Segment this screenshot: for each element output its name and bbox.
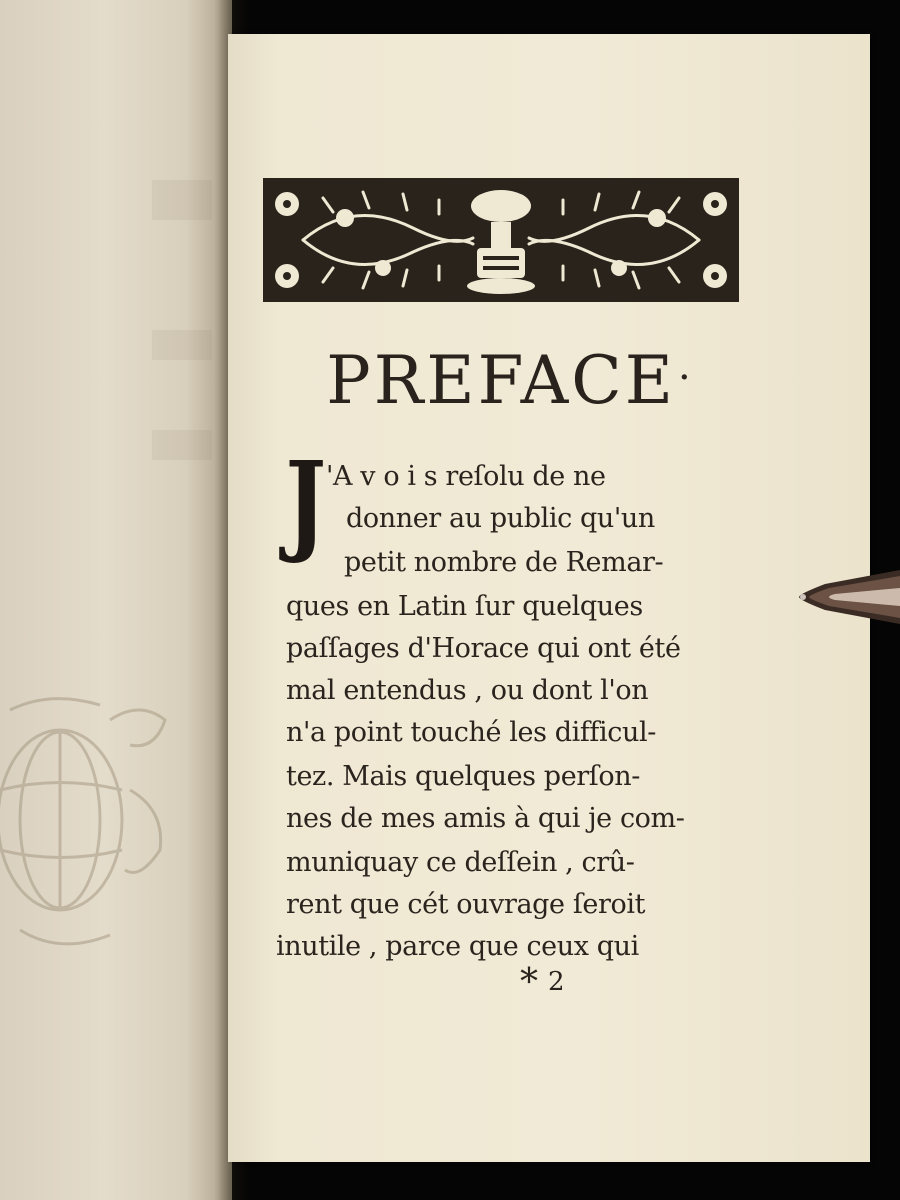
left-page bbox=[0, 0, 232, 1200]
text-line bbox=[326, 456, 606, 498]
line-text: muniquay ce deſſein , crû- bbox=[286, 847, 635, 878]
drop-cap: J bbox=[285, 437, 327, 566]
line-text: nes de mes amis à qui je com- bbox=[286, 803, 685, 834]
show-through-text bbox=[152, 330, 212, 360]
emblem-icon bbox=[0, 680, 180, 980]
signature-number: 2 bbox=[548, 967, 565, 997]
text-line bbox=[286, 798, 684, 840]
text-line bbox=[286, 884, 645, 926]
floral-headpiece-icon bbox=[263, 178, 739, 302]
line-text: n'a point touché les difficul- bbox=[286, 717, 656, 748]
title-text: PREFACE bbox=[326, 342, 676, 419]
line-text: rent que cét ouvrage ſeroit bbox=[286, 889, 646, 920]
text-line bbox=[286, 670, 648, 712]
text-line bbox=[286, 842, 634, 884]
pen-tip-icon bbox=[795, 562, 900, 632]
text-line bbox=[286, 628, 681, 670]
line-text: tez. Mais quelques perſon- bbox=[286, 761, 640, 792]
page-title bbox=[320, 342, 700, 419]
text-line bbox=[286, 756, 640, 798]
signature-mark bbox=[520, 962, 600, 1002]
line-text: inutile , parce que ceux qui bbox=[276, 931, 639, 962]
text-line bbox=[286, 712, 656, 754]
show-through-text bbox=[152, 430, 212, 460]
text-line bbox=[344, 542, 663, 584]
line-text: ques en Latin ſur quelques bbox=[286, 591, 643, 622]
signature-star: * bbox=[520, 962, 538, 1003]
line-text: paſſages d'Horace qui ont été bbox=[286, 633, 681, 664]
show-through-text bbox=[152, 180, 212, 220]
line-text: petit nombre de Remar- bbox=[344, 547, 664, 578]
line-text: 'A v o i s reſolu de ne bbox=[326, 461, 606, 492]
text-line bbox=[346, 498, 655, 540]
title-period: · bbox=[677, 355, 694, 401]
line-text: mal entendus , ou dont l'on bbox=[286, 675, 649, 706]
line-text: donner au public qu'un bbox=[346, 503, 655, 534]
text-line bbox=[286, 586, 643, 628]
